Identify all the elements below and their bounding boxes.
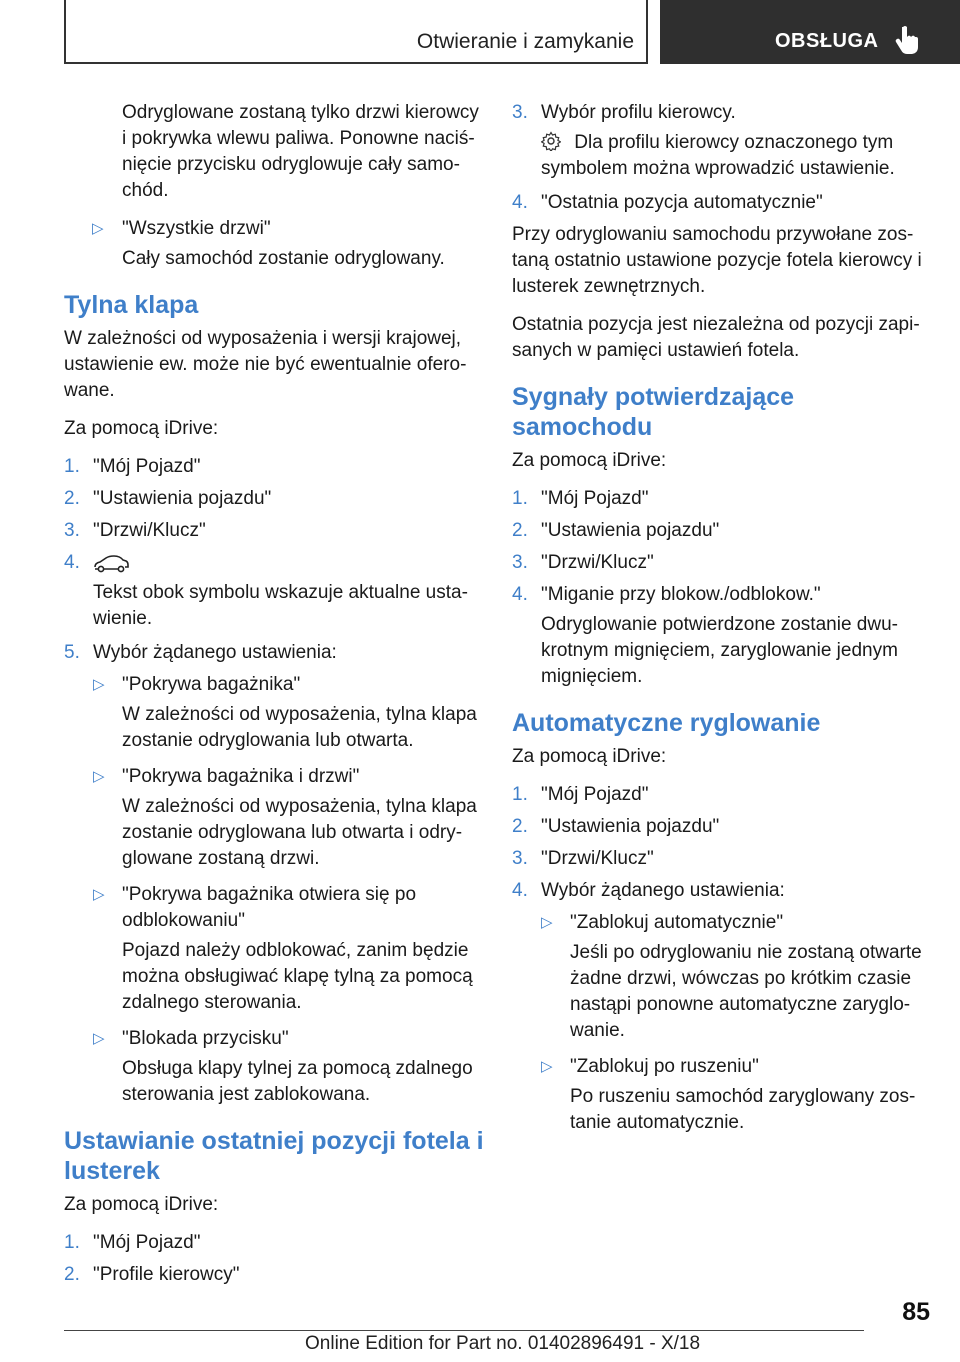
step-number: 2. (512, 816, 528, 837)
triangle-bullet-icon: ▷ (93, 768, 105, 785)
list-item (64, 216, 484, 272)
footer-divider (64, 1330, 864, 1331)
triangle-bullet-icon: ▷ (541, 914, 553, 931)
step-text: "Drzwi/Klucz" (541, 552, 654, 573)
step-text: "Drzwi/Klucz" (541, 848, 654, 869)
tailgate-options (93, 672, 484, 1108)
step-text: "Ustawienia pojazdu" (93, 488, 272, 509)
tailgate-p1: W zależności od wyposażenia i wersji krajowej, ustawienie ew. może nie być ewentualnie oferowane. (64, 328, 467, 401)
list-item (512, 100, 932, 182)
triangle-bullet-icon: ▷ (541, 1058, 553, 1075)
header-section-box (660, 0, 960, 64)
option-label: "Pokrywa bagażnika" (122, 674, 301, 695)
seat-cont-p2: Ostatnia pozycja jest niezależna od pozycji zapisanych w pamięci ustawień fotela. (512, 314, 920, 361)
list-item (512, 190, 932, 216)
hand-pointer-icon (894, 24, 922, 56)
list-item (512, 518, 932, 544)
list-item (541, 1054, 932, 1136)
list-item (64, 486, 484, 512)
step-text: "Mój Pojazd" (541, 488, 649, 509)
step-number: 1. (512, 784, 528, 805)
list-item (93, 764, 484, 872)
seat-p1: Za pomocą iDrive: (64, 1194, 219, 1215)
option-label: "Zablokuj po ruszeniu" (570, 1056, 759, 1077)
option-desc: W zależności od wyposażenia, tylna klapa zostanie odryglowana lub otwarta i odryglowane zostaną drzwi. (122, 796, 477, 869)
step-number: 5. (64, 642, 80, 663)
option-desc: Po ruszeniu samochód zaryglowany zostanie automatycznie. (570, 1086, 916, 1133)
signals-heading: Sygnały potwierdzające samochodu (512, 383, 795, 441)
option-label: "Wszystkie drzwi" (122, 218, 271, 239)
step-number: 4. (512, 880, 528, 901)
option-label: "Zablokuj automatycznie" (570, 912, 784, 933)
list-item (93, 672, 484, 754)
seat-cont-p1: Przy odryglowaniu samochodu przywołane zostaną ostatnio ustawione pozycje fotela kierowcy i lusterek zewnętrznych. (512, 224, 922, 297)
step-text: "Profile kierowcy" (93, 1264, 240, 1285)
list-item (64, 550, 484, 632)
option-label: "Blokada przycisku" (122, 1028, 289, 1049)
autolock-p1: Za pomocą iDrive: (512, 746, 667, 767)
triangle-bullet-icon: ▷ (93, 676, 105, 693)
option-desc: Cały samochód zostanie odryglowany. (122, 248, 445, 269)
triangle-bullet-icon: ▷ (93, 1030, 105, 1047)
step-desc: Odryglowanie potwierdzone zostanie dwukrotnym mignięciem, zaryglowanie jednym mignięciem. (541, 614, 898, 687)
list-item (64, 640, 484, 666)
seat-steps-cont (512, 100, 932, 216)
list-item (64, 518, 484, 544)
list-item (512, 782, 932, 808)
list-item (93, 1026, 484, 1108)
step-desc: Tekst obok symbolu wskazuje aktualne ustawienie. (93, 582, 468, 629)
step-number: 4. (512, 584, 528, 605)
list-item (64, 1230, 484, 1256)
option-desc: Obsługa klapy tylnej za pomocą zdalnego sterowania jest zablokowana. (122, 1058, 473, 1105)
footer-edition: Online Edition for Part no. 01402896491 - X/18 (305, 1333, 701, 1354)
step-desc-wrap (541, 130, 932, 182)
tailgate-steps (64, 454, 484, 666)
step-desc: Dla profilu kierowcy oznaczonego tym symbolem można wprowadzić ustawienie. (541, 132, 895, 179)
list-item (64, 1262, 484, 1288)
tailgate-p2: Za pomocą iDrive: (64, 418, 219, 439)
autolock-steps (512, 782, 932, 904)
list-item (512, 846, 932, 872)
list-item (512, 486, 932, 512)
signals-p1: Za pomocą iDrive: (512, 450, 667, 471)
step-text: "Ustawienia pojazdu" (541, 816, 720, 837)
seat-steps (64, 1230, 484, 1288)
option-label: "Pokrywa bagażnika i drzwi" (122, 766, 360, 787)
list-item (512, 582, 932, 690)
right-column (512, 100, 932, 1146)
step-number: 2. (512, 520, 528, 541)
step-text: Wybór profilu kierowcy. (541, 102, 736, 123)
chapter-title: Otwieranie i zamykanie (416, 30, 634, 53)
step-number: 2. (64, 488, 80, 509)
triangle-bullet-icon: ▷ (93, 886, 105, 903)
seat-heading: Ustawianie ostatniej pozycji fotela i lusterek (64, 1127, 484, 1185)
step-number: 3. (512, 102, 528, 123)
step-text: "Mój Pojazd" (93, 456, 201, 477)
list-item (541, 910, 932, 1044)
intro-paragraph: Odryglowane zostaną tylko drzwi kierowcy i pokrywka wlewu paliwa. Ponowne naciśnięcie przycisku odryglowuje cały samochód. (122, 102, 479, 201)
step-text: Wybór żądanego ustawienia: (93, 642, 337, 663)
left-column (64, 100, 484, 1294)
page-number: 85 (902, 1298, 930, 1326)
list-item (93, 882, 484, 1016)
tailgate-heading: Tylna klapa (64, 291, 199, 319)
option-desc: W zależności od wyposażenia, tylna klapa zostanie odryglowania lub otwarta. (122, 704, 477, 751)
step-text: "Mój Pojazd" (541, 784, 649, 805)
step-number: 3. (512, 552, 528, 573)
gear-icon (541, 131, 561, 151)
step-number: 3. (64, 520, 80, 541)
triangle-bullet-icon: ▷ (92, 220, 104, 237)
option-desc: Jeśli po odryglowaniu nie zostaną otwarte żadne drzwi, wówczas po krótkim czasie nastąpi ponowne automatyczne zaryglowanie. (570, 942, 922, 1041)
section-title: OBSŁUGA (775, 30, 879, 52)
step-text: "Mój Pojazd" (93, 1232, 201, 1253)
step-number: 2. (64, 1264, 80, 1285)
option-label: "Pokrywa bagażnika otwiera się po odblokowaniu" (122, 884, 417, 931)
step-number: 1. (512, 488, 528, 509)
list-item (512, 814, 932, 840)
autolock-heading: Automatyczne ryglowanie (512, 709, 821, 737)
step-text: "Ostatnia pozycja automatycznie" (541, 192, 823, 213)
step-number: 4. (64, 552, 80, 573)
step-text: Wybór żądanego ustawienia: (541, 880, 785, 901)
step-text: "Miganie przy blokow./odblokow." (541, 584, 821, 605)
list-item (512, 878, 932, 904)
option-desc: Pojazd należy odblokować, zanim będzie można obsługiwać klapę tylną za pomocą zdalnego sterowania. (122, 940, 473, 1013)
step-number: 3. (512, 848, 528, 869)
autolock-options (541, 910, 932, 1136)
list-item (64, 454, 484, 480)
header-chapter-box (64, 0, 648, 64)
step-text: "Drzwi/Klucz" (93, 520, 206, 541)
step-number: 1. (64, 456, 80, 477)
step-text: "Ustawienia pojazdu" (541, 520, 720, 541)
car-icon (93, 553, 129, 573)
step-number: 4. (512, 192, 528, 213)
signals-steps (512, 486, 932, 690)
step-number: 1. (64, 1232, 80, 1253)
list-item (512, 550, 932, 576)
